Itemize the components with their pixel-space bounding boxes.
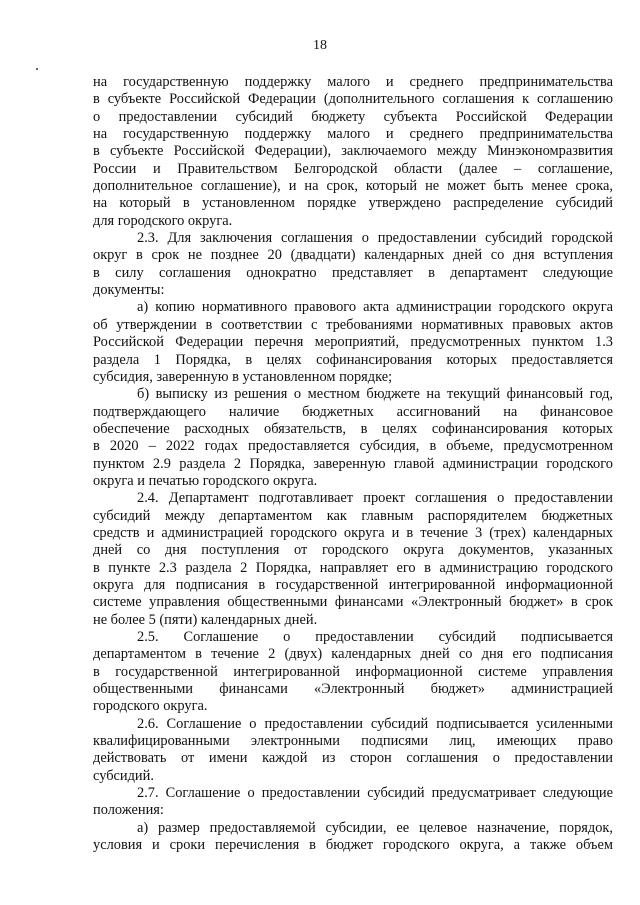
paragraph	[93, 490, 613, 629]
page-number: 18	[313, 38, 327, 53]
paragraph	[93, 716, 613, 785]
text-line: субсидий между департаментом как главным распорядителем бюджетных	[93, 507, 613, 524]
text-line: обеспечение расходных обязательств, в целях софинансирования которых	[93, 420, 613, 437]
text-line: в силу соглашения однократно представляет в департамент следующие	[93, 264, 613, 281]
scan-speck	[36, 68, 38, 70]
text-line: в субъекте Российской Федерации), заключаемого между Минэкономразвития	[93, 143, 613, 160]
paragraph	[93, 386, 613, 490]
text-line: 2.5. Соглашение о предоставлении субсидий подписывается	[137, 629, 613, 645]
text-line: 2.3. Для заключения соглашения о предоставлении субсидий городской	[137, 230, 613, 247]
text-line: 2.7. Соглашение о предоставлении субсидий предусматривает следующие	[137, 785, 613, 802]
text-line: субсидий.	[93, 767, 154, 784]
text-line: округа и печатью городского округа.	[93, 472, 318, 489]
text-line: в государственной интегрированной информационной системе управления	[93, 663, 613, 680]
text-line: субсидия, заверенную в установленном порядке;	[93, 368, 393, 385]
text-line: об утверждении в соответствии с требованиями нормативных правовых актов	[93, 316, 613, 333]
text-line: округ в срок не позднее 20 (двадцати) календарных дней со дня вступления	[93, 247, 613, 264]
text-line: городского округа.	[93, 698, 208, 715]
text-line: раздела 1 Порядка, в целях софинансирования которых предоставляется	[93, 351, 613, 368]
document-body	[93, 74, 613, 854]
text-line: 2.6. Соглашение о предоставлении субсидий подписывается усиленными	[137, 715, 613, 732]
text-line: на государственную поддержку малого и среднего предпринимательства	[93, 126, 613, 143]
paragraph	[93, 230, 613, 299]
text-line: общественными финансами «Электронный бюджет» администрацией	[93, 681, 613, 698]
text-line: для городского округа.	[93, 212, 233, 229]
text-line: дней со дня поступления от городского округа документов, указанных	[93, 542, 613, 559]
text-line: дополнительное соглашение), и на срок, который не может быть менее срока,	[93, 178, 613, 195]
text-line: квалифицированными электронными подписями лиц, имеющих право	[93, 733, 613, 750]
text-line: на государственную поддержку малого и среднего предпринимательства	[93, 74, 613, 90]
text-line: б) выписку из решения о местном бюджете на текущий финансовый год,	[137, 386, 613, 403]
text-line: департаментом в течение 2 (двух) календарных дней со дня его подписания	[93, 646, 613, 663]
paragraph	[93, 74, 613, 230]
text-line: положения:	[93, 802, 164, 819]
text-line: а) копию нормативного правового акта администрации городского округа	[137, 299, 613, 316]
paragraph	[93, 820, 613, 855]
text-line: Российской Федерации перечня мероприятий, предусмотренных пунктом 1.3	[93, 334, 613, 351]
text-line: не более 5 (пяти) календарных дней.	[93, 611, 318, 628]
text-line: действовать от имени каждой из сторон соглашения о предоставлении	[93, 750, 613, 767]
text-line: округа для подписания в государственной интегрированной информационной	[93, 576, 613, 593]
text-line: в субъекте Российской Федерации (дополнительного соглашения к соглашению	[93, 91, 613, 108]
text-line: средств и администрацией городского округа и в течение 3 (трех) календарных	[93, 524, 613, 541]
text-line: а) размер предоставляемой субсидии, ее целевое назначение, порядок,	[137, 819, 613, 836]
text-line: документы:	[93, 282, 165, 299]
paragraph	[93, 299, 613, 386]
text-line: о предоставлении субсидий бюджету субъекта Российской Федерации	[93, 108, 613, 125]
text-line: пунктом 2.9 раздела 2 Порядка, заверенную главой администрации городского	[93, 455, 613, 472]
paragraph	[93, 629, 613, 716]
text-line: системе управления общественными финансами «Электронный бюджет» в срок	[93, 594, 613, 611]
text-line: подтверждающего наличие бюджетных ассигнований на финансовое	[93, 403, 613, 420]
text-line: в 2020 – 2022 годах предоставляется субсидия, в объеме, предусмотренном	[93, 438, 613, 455]
text-line: 2.4. Департамент подготавливает проект соглашения о предоставлении	[137, 490, 613, 507]
paragraph	[93, 785, 613, 820]
text-line: России и Правительством Белгородской области (далее – соглашение,	[93, 160, 613, 177]
text-line: на который в установленном порядке утверждено распределение субсидий	[93, 195, 613, 212]
text-line: условия и сроки перечисления в бюджет городского округа, а также объем	[93, 837, 613, 854]
text-line: в пункте 2.3 раздела 2 Порядка, направляет его в администрацию городского	[93, 559, 613, 576]
